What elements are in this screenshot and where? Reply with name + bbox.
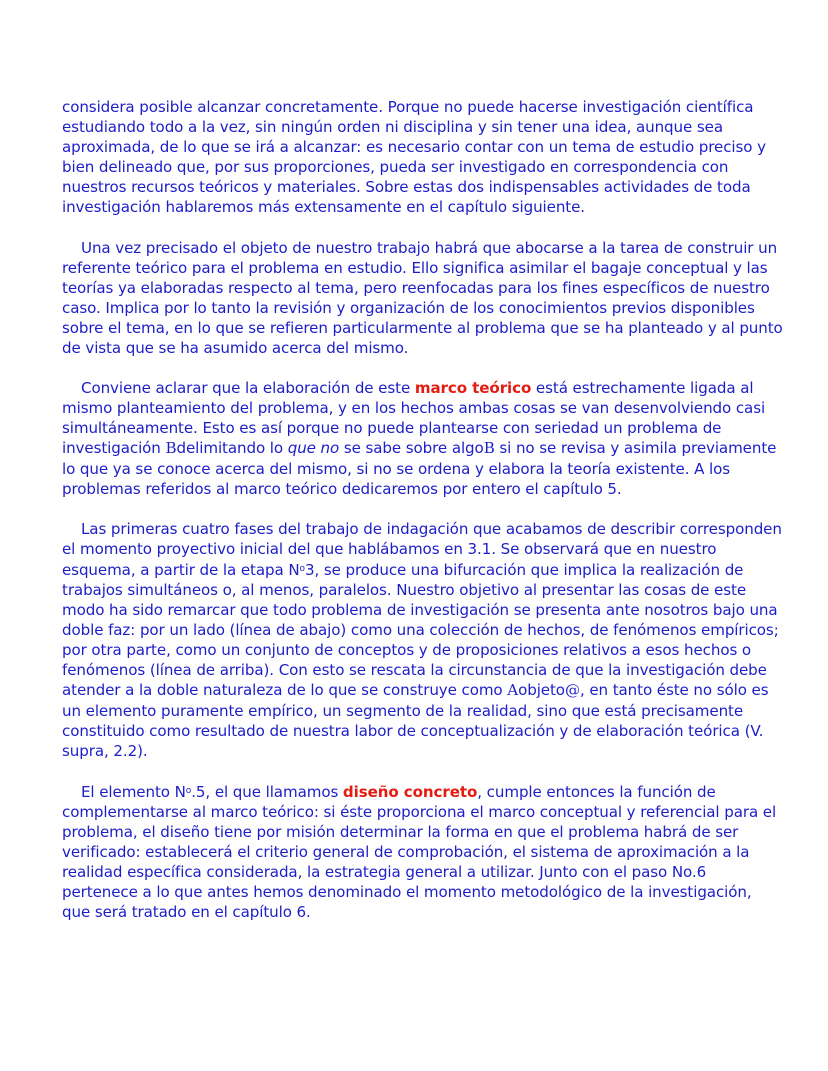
paragraph-3-text-middle: está estrechamente ligada al mismo planteamiento del problema, y en los hechos ambas cosas se van desenvolviendo casi simultáneamente. Esto es así porque no puede plantearse con seriedad un problema de investigación [62,379,766,458]
paragraph-5-text-end: , cumple entonces la función de complementarse al marco teórico: si éste proporciona el marco conceptual y referencial para el problema, el diseño tiene por misión determinar la forma en que el problema habrá de ser verificado: establecerá el criterio general de comprobación, el sistema de aproximación a la realidad específica considerada, la estrategia general a utilizar. Junto con el paso No.6 pertenece a lo que antes hemos denominado el momento metodológico de la investigación, que será tratado en el capítulo 6. [62,782,777,922]
highlight-diseno-concreto: diseño concreto [342,782,478,801]
paragraph-1-text: considera posible alcanzar concretamente. Porque no puede hacerse investigación científica estudiando todo a la vez, sin ningún orden ni disciplina y sin tener una idea, aunque sea aproximada, de lo que se irá a alcanzar: es necesario contar con un tema de estudio preciso y bien delineado que, por sus proporciones, pueda ser investigado en correspondencia con nuestros recursos teóricos y materiales. Sobre estas dos indispensables actividades de toda investigación hablaremos más extensamente en el capítulo siguiente. [62,98,766,217]
word-objeto: objeto [518,681,565,700]
paragraph-3-text-end: si no se revisa y asimila previamente lo que ya se conoce acerca del mismo, si no se ordena y elabora la teoría existente. A los problemas referidos al marco teórico dedicaremos por entero el capítulo 5. [62,439,777,498]
paragraph-4-text-start: Las primeras cuatro fases del trabajo de indagación que acabamos de describir corresponden el momento proyectivo inicial del que hablábamos en 3.1. Se observará que en nuestro esquema, a partir de la etapa N [62,519,782,579]
paragraph-4-text-end: , en tanto éste no sólo es un elemento puramente empírico, un segmento de la realidad, sino que está precisamente constituido como resultado de nuestra labor de conceptualización y de elaboración teórica (V. supra, 2.2). [62,681,769,760]
paragraph-3 [62,378,784,499]
highlight-marco-teorico: marco teórico [414,379,532,398]
paragraph-5-text-start: El elemento N [81,782,186,801]
paragraph-1 [62,97,784,218]
paragraph-4 [62,519,784,761]
paragraph-5 [62,781,784,923]
superscript-o: o [185,785,192,796]
italic-que-no: que no [287,439,340,458]
document-page [62,97,784,942]
paragraph-3-text-delimit: delimitando lo [176,439,288,458]
quote-mark-open: B [165,439,177,458]
paragraph-5-text-middle: .5, el que llamamos [191,782,343,801]
quote-mark-a: A [507,681,519,700]
quote-mark-close: B [483,439,495,458]
paragraph-4-text-middle: 3, se produce una bifurcación que implica la realización de trabajos simultáneos o, al menos, paralelos. Nuestro objetivo al presentar las cosas de este modo ha sido remarcar que todo problema de investigación se presenta ante nosotros bajo una doble faz: por un lado (línea de abajo) como una colección de hechos, de fenómenos empíricos; por otra parte, como un conjunto de conceptos y de proposiciones relativos a esos hechos o fenómenos (línea de arriba). Con esto se rescata la circunstancia de que la investigación debe atender a la doble naturaleza de lo que se construye como [62,560,779,700]
quote-mark-at: @ [564,681,580,700]
paragraph-2-text: Una vez precisado el objeto de nuestro trabajo habrá que abocarse a la tarea de construir un referente teórico para el problema en estudio. Ello significa asimilar el bagaje conceptual y las teorías ya elaboradas respecto al tema, pero reenfocadas para los fines específicos de nuestro caso. Implica por lo tanto la revisión y organización de los conocimientos previos disponibles sobre el tema, en lo que se refieren particularmente al problema que se ha planteado y al punto de vista que se ha asumido acerca del mismo. [62,238,783,358]
superscript-o: o [299,563,305,574]
paragraph-3-text-start: Conviene aclarar que la elaboración de este [81,379,415,398]
paragraph-3-text-algo: se sabe sobre algo [339,439,484,458]
paragraph-2 [62,238,784,359]
